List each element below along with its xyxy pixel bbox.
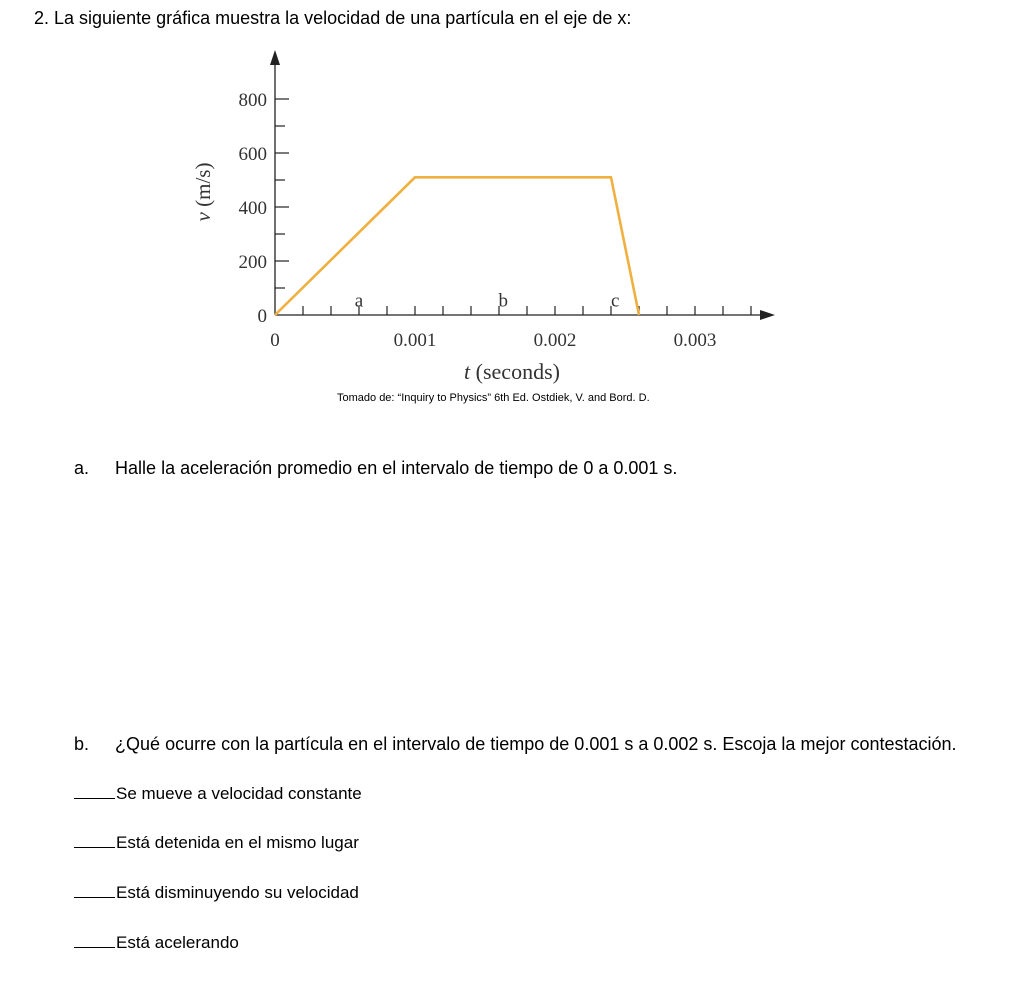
x-axis-arrow (760, 310, 775, 320)
velocity-series-line (275, 177, 639, 315)
answer-blank[interactable] (74, 833, 115, 848)
question-a-text: Halle la aceleración promedio en el intervalo de tiempo de 0 a 0.001 s. (115, 458, 678, 478)
y-tick-label: 400 (238, 198, 267, 219)
question-a (74, 458, 677, 479)
question-a-label: a. (74, 458, 90, 478)
option-text: Está detenida en el mismo lugar (116, 833, 359, 852)
x-axis-label: t (seconds) (464, 359, 560, 384)
velocity-time-chart (0, 0, 1024, 420)
chart-axes (270, 50, 775, 320)
question-title: 2. La siguiente gráfica muestra la velocidad de una partícula en el eje de x: (34, 8, 632, 28)
option-text: Está disminuyendo su velocidad (116, 883, 359, 902)
x-tick-label: 0.001 (393, 330, 437, 351)
chart-ticks (275, 99, 751, 315)
question-b (74, 734, 957, 755)
chart-series (275, 177, 639, 315)
segment-label-a: a (354, 290, 364, 312)
option-text: Se mueve a velocidad constante (116, 784, 362, 803)
x-tick-label: 0.003 (673, 330, 717, 351)
answer-blank[interactable] (74, 784, 115, 799)
y-tick-label: 800 (238, 90, 267, 111)
y-tick-label: 200 (238, 252, 267, 273)
option-3[interactable] (74, 883, 359, 903)
y-tick-label: 0 (257, 306, 267, 327)
answer-blank[interactable] (74, 933, 115, 948)
x-tick-label: 0 (270, 330, 280, 351)
option-4[interactable] (74, 933, 239, 953)
y-axis-label: v (m/s) (191, 162, 215, 222)
answer-blank[interactable] (74, 883, 115, 898)
question-b-label: b. (74, 734, 90, 754)
segment-label-c: c (610, 290, 620, 312)
question-b-text: ¿Qué ocurre con la partícula en el intervalo de tiempo de 0.001 s a 0.002 s. Escoja la mejor contestación. (115, 734, 957, 754)
option-text: Está acelerando (116, 933, 239, 952)
chart-segment-labels (355, 291, 620, 312)
x-tick-label: 0.002 (533, 330, 577, 351)
y-axis-arrow (270, 50, 280, 65)
option-1[interactable] (74, 784, 362, 804)
source-credit: Tomado de: “Inquiry to Physics” 6th Ed. Ostdiek, V. and Bord. D. (337, 392, 650, 404)
segment-label-b: b (498, 290, 508, 312)
option-2[interactable] (74, 833, 359, 853)
chart-tick-labels (239, 90, 717, 351)
y-tick-label: 600 (238, 144, 267, 165)
